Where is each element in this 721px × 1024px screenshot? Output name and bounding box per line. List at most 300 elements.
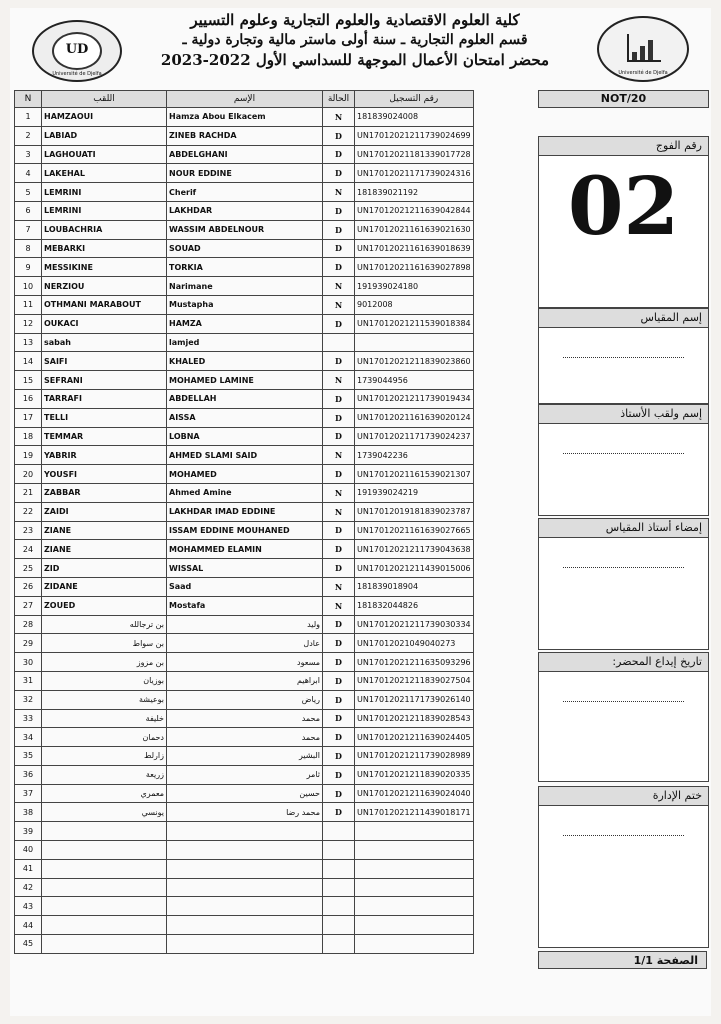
module-box bbox=[538, 308, 709, 404]
table-row bbox=[15, 183, 474, 202]
surname-cell bbox=[42, 859, 167, 878]
row-number: 6 bbox=[15, 201, 42, 220]
name-cell bbox=[167, 916, 323, 935]
row-number: 7 bbox=[15, 220, 42, 239]
name-cell bbox=[167, 841, 323, 860]
registration-cell bbox=[355, 935, 474, 954]
department-title: قسم العلوم التجارية ـ سنة أولى ماستر مالية وتجارة دولية ـ bbox=[182, 32, 528, 48]
status-cell: D bbox=[323, 164, 355, 183]
row-number: 27 bbox=[15, 596, 42, 615]
status-cell: D bbox=[323, 671, 355, 690]
row-number: 42 bbox=[15, 878, 42, 897]
status-cell: N bbox=[323, 596, 355, 615]
faculty-logo bbox=[597, 16, 689, 82]
teacher-dotted-line bbox=[563, 453, 684, 454]
registration-cell bbox=[355, 333, 474, 352]
name-cell: Mustapha bbox=[167, 295, 323, 314]
registration-cell: UN17012021211639024405 bbox=[355, 728, 474, 747]
registration-cell: UN17012021211439018171 bbox=[355, 803, 474, 822]
name-cell: Hamza Abou Elkacem bbox=[167, 108, 323, 127]
table-row bbox=[15, 389, 474, 408]
table-row bbox=[15, 878, 474, 897]
table-row bbox=[15, 596, 474, 615]
row-number: 31 bbox=[15, 671, 42, 690]
logo-emblem bbox=[52, 32, 102, 70]
table-row bbox=[15, 502, 474, 521]
registration-cell: UN17012021211739030334 bbox=[355, 615, 474, 634]
surname-cell: YABRIR bbox=[42, 446, 167, 465]
table-row bbox=[15, 239, 474, 258]
table-row bbox=[15, 859, 474, 878]
name-cell: NOUR EDDINE bbox=[167, 164, 323, 183]
column-header-name: الإسم bbox=[167, 91, 323, 108]
table-row bbox=[15, 108, 474, 127]
name-cell: حسين bbox=[167, 784, 323, 803]
table-row bbox=[15, 295, 474, 314]
surname-cell: LOUBACHRIA bbox=[42, 220, 167, 239]
registration-cell: UN17012021161639021630 bbox=[355, 220, 474, 239]
status-cell: D bbox=[323, 690, 355, 709]
status-cell: N bbox=[323, 295, 355, 314]
column-header-surname: اللقب bbox=[42, 91, 167, 108]
status-cell bbox=[323, 859, 355, 878]
surname-cell: بن سواط bbox=[42, 634, 167, 653]
surname-cell: زارلط bbox=[42, 747, 167, 766]
status-cell: N bbox=[323, 371, 355, 390]
name-cell: ABDELLAH bbox=[167, 389, 323, 408]
status-cell: D bbox=[323, 709, 355, 728]
table-row bbox=[15, 577, 474, 596]
registration-cell: 181839024008 bbox=[355, 108, 474, 127]
registration-cell: 181839021192 bbox=[355, 183, 474, 202]
name-cell bbox=[167, 822, 323, 841]
table-row bbox=[15, 709, 474, 728]
surname-cell: OTHMANI MARABOUT bbox=[42, 295, 167, 314]
table-row bbox=[15, 371, 474, 390]
registration-cell: 181832044826 bbox=[355, 596, 474, 615]
name-cell: SOUAD bbox=[167, 239, 323, 258]
table-row bbox=[15, 784, 474, 803]
name-cell: ZINEB RACHDA bbox=[167, 126, 323, 145]
row-number: 32 bbox=[15, 690, 42, 709]
status-cell bbox=[323, 822, 355, 841]
table-row bbox=[15, 559, 474, 578]
signature-box bbox=[538, 518, 709, 650]
signature-dotted-line bbox=[563, 567, 684, 568]
group-label: رقم الفوج bbox=[539, 137, 708, 156]
bar-chart-icon bbox=[627, 34, 661, 62]
row-number: 17 bbox=[15, 408, 42, 427]
name-cell: LAKHDAR IMAD EDDINE bbox=[167, 502, 323, 521]
row-number: 44 bbox=[15, 916, 42, 935]
header-titles bbox=[130, 10, 580, 70]
status-cell: D bbox=[323, 615, 355, 634]
status-cell: D bbox=[323, 765, 355, 784]
surname-cell: بوعيشة bbox=[42, 690, 167, 709]
row-number: 41 bbox=[15, 859, 42, 878]
registration-cell: UN17012021171739026140 bbox=[355, 690, 474, 709]
row-number: 9 bbox=[15, 258, 42, 277]
page-indicator: الصفحة 1/1 bbox=[538, 951, 707, 969]
name-cell: Saad bbox=[167, 577, 323, 596]
registration-cell: UN17012021171739024316 bbox=[355, 164, 474, 183]
surname-cell: ZIANE bbox=[42, 521, 167, 540]
module-label: إسم المقياس bbox=[539, 309, 708, 328]
row-number: 43 bbox=[15, 897, 42, 916]
table-row bbox=[15, 145, 474, 164]
faculty-title: كلية العلوم الاقتصادية والعلوم التجارية وعلوم التسيير bbox=[190, 11, 520, 29]
status-cell: N bbox=[323, 108, 355, 127]
name-cell: LAKHDAR bbox=[167, 201, 323, 220]
registration-cell: UN17012021161639020124 bbox=[355, 408, 474, 427]
table-row bbox=[15, 822, 474, 841]
row-number: 14 bbox=[15, 352, 42, 371]
row-number: 26 bbox=[15, 577, 42, 596]
logo-bar bbox=[640, 46, 645, 60]
surname-cell: معمري bbox=[42, 784, 167, 803]
column-header-status: الحالة bbox=[323, 91, 355, 108]
registration-cell: UN17012021211739024699 bbox=[355, 126, 474, 145]
surname-cell: زريعة bbox=[42, 765, 167, 784]
status-cell: N bbox=[323, 577, 355, 596]
table-row bbox=[15, 671, 474, 690]
signature-label: إمضاء أستاذ المقياس bbox=[539, 519, 708, 538]
status-cell bbox=[323, 333, 355, 352]
name-cell: Mostafa bbox=[167, 596, 323, 615]
registration-cell: UN17012019181839023787 bbox=[355, 502, 474, 521]
status-cell: D bbox=[323, 239, 355, 258]
name-cell: ثامر bbox=[167, 765, 323, 784]
table-row bbox=[15, 728, 474, 747]
registration-cell: 191939024219 bbox=[355, 483, 474, 502]
surname-cell bbox=[42, 878, 167, 897]
surname-cell: ZAIDI bbox=[42, 502, 167, 521]
registration-cell: UN17012021211635093296 bbox=[355, 653, 474, 672]
surname-cell: LABIAD bbox=[42, 126, 167, 145]
table-row bbox=[15, 201, 474, 220]
row-number: 11 bbox=[15, 295, 42, 314]
table-row bbox=[15, 446, 474, 465]
module-dotted-line bbox=[563, 357, 684, 358]
surname-cell: دحمان bbox=[42, 728, 167, 747]
teacher-box bbox=[538, 404, 709, 516]
status-cell: D bbox=[323, 220, 355, 239]
status-cell: D bbox=[323, 465, 355, 484]
name-cell: ISSAM EDDINE MOUHANED bbox=[167, 521, 323, 540]
name-cell: ابراهيم bbox=[167, 671, 323, 690]
registration-cell: UN17012021211839028543 bbox=[355, 709, 474, 728]
deposit-dotted-line bbox=[563, 701, 684, 702]
registration-cell: UN17012021211739019434 bbox=[355, 389, 474, 408]
table-row bbox=[15, 314, 474, 333]
status-cell bbox=[323, 841, 355, 860]
surname-cell bbox=[42, 822, 167, 841]
row-number: 33 bbox=[15, 709, 42, 728]
table-row bbox=[15, 333, 474, 352]
registration-cell: 191939024180 bbox=[355, 277, 474, 296]
status-cell: D bbox=[323, 784, 355, 803]
row-number: 16 bbox=[15, 389, 42, 408]
table-row bbox=[15, 352, 474, 371]
status-cell: D bbox=[323, 352, 355, 371]
row-number: 21 bbox=[15, 483, 42, 502]
row-number: 38 bbox=[15, 803, 42, 822]
table-header-row bbox=[15, 91, 474, 108]
surname-cell: ZOUED bbox=[42, 596, 167, 615]
row-number: 3 bbox=[15, 145, 42, 164]
registration-cell: UN17012021161639027898 bbox=[355, 258, 474, 277]
status-cell: D bbox=[323, 559, 355, 578]
name-cell: Cherif bbox=[167, 183, 323, 202]
table-row bbox=[15, 634, 474, 653]
name-cell bbox=[167, 878, 323, 897]
surname-cell: NERZIOU bbox=[42, 277, 167, 296]
name-cell: محمد رضا bbox=[167, 803, 323, 822]
admin-stamp-label: ختم الإدارة bbox=[539, 787, 708, 806]
table-row bbox=[15, 765, 474, 784]
name-cell: WISSAL bbox=[167, 559, 323, 578]
registration-cell: 1739044956 bbox=[355, 371, 474, 390]
status-cell: D bbox=[323, 389, 355, 408]
attendance-sheet bbox=[10, 8, 711, 1016]
table-row bbox=[15, 277, 474, 296]
row-number: 23 bbox=[15, 521, 42, 540]
registration-cell: UN17012021211539018384 bbox=[355, 314, 474, 333]
table-row bbox=[15, 897, 474, 916]
registration-cell bbox=[355, 878, 474, 897]
name-cell: LOBNA bbox=[167, 427, 323, 446]
surname-cell: ZIANE bbox=[42, 540, 167, 559]
table-row bbox=[15, 841, 474, 860]
name-cell: KHALED bbox=[167, 352, 323, 371]
logo-caption: Université de Djelfa bbox=[52, 71, 102, 77]
grade-column-header: NOT/20 bbox=[538, 90, 709, 108]
university-logo bbox=[32, 20, 122, 82]
surname-cell: LEMRINI bbox=[42, 183, 167, 202]
name-cell: محمد bbox=[167, 728, 323, 747]
status-cell: N bbox=[323, 502, 355, 521]
registration-cell bbox=[355, 916, 474, 935]
name-cell: HAMZA bbox=[167, 314, 323, 333]
surname-cell: OUKACI bbox=[42, 314, 167, 333]
surname-cell bbox=[42, 935, 167, 954]
surname-cell: TELLI bbox=[42, 408, 167, 427]
registration-cell: UN17012021181339017728 bbox=[355, 145, 474, 164]
logo-monogram: UD bbox=[65, 42, 89, 57]
stamp-dotted-line bbox=[563, 835, 684, 836]
name-cell: وليد bbox=[167, 615, 323, 634]
name-cell: MOHAMED LAMINE bbox=[167, 371, 323, 390]
row-number: 19 bbox=[15, 446, 42, 465]
name-cell: TORKIA bbox=[167, 258, 323, 277]
row-number: 45 bbox=[15, 935, 42, 954]
admin-stamp-box bbox=[538, 786, 709, 948]
registration-cell: UN17012021211739043638 bbox=[355, 540, 474, 559]
surname-cell: MEBARKI bbox=[42, 239, 167, 258]
surname-cell: MESSIKINE bbox=[42, 258, 167, 277]
registration-cell: UN17012021049040273 bbox=[355, 634, 474, 653]
surname-cell: SEFRANI bbox=[42, 371, 167, 390]
name-cell: Ahmed Amine bbox=[167, 483, 323, 502]
surname-cell: LEMRINI bbox=[42, 201, 167, 220]
table-row bbox=[15, 615, 474, 634]
row-number: 1 bbox=[15, 108, 42, 127]
name-cell bbox=[167, 897, 323, 916]
surname-cell: HAMZAOUI bbox=[42, 108, 167, 127]
status-cell bbox=[323, 878, 355, 897]
teacher-label: إسم ولقب الأستاذ bbox=[539, 405, 708, 424]
registration-cell: UN17012021211839027504 bbox=[355, 671, 474, 690]
status-cell: N bbox=[323, 483, 355, 502]
row-number: 2 bbox=[15, 126, 42, 145]
status-cell: N bbox=[323, 183, 355, 202]
status-cell: D bbox=[323, 653, 355, 672]
row-number: 28 bbox=[15, 615, 42, 634]
logo-bar bbox=[648, 40, 653, 60]
surname-cell: بن ترجالله bbox=[42, 615, 167, 634]
group-number: 02 bbox=[567, 159, 680, 253]
row-number: 36 bbox=[15, 765, 42, 784]
table-row bbox=[15, 747, 474, 766]
table-row bbox=[15, 483, 474, 502]
document-header bbox=[10, 8, 711, 92]
registration-cell: UN17012021211639024040 bbox=[355, 784, 474, 803]
name-cell: ABDELGHANI bbox=[167, 145, 323, 164]
registration-cell: UN17012021211839023860 bbox=[355, 352, 474, 371]
name-cell: MOHAMED bbox=[167, 465, 323, 484]
row-number: 35 bbox=[15, 747, 42, 766]
row-number: 12 bbox=[15, 314, 42, 333]
name-cell bbox=[167, 859, 323, 878]
surname-cell: بوزيان bbox=[42, 671, 167, 690]
status-cell: D bbox=[323, 201, 355, 220]
registration-cell: 1739042236 bbox=[355, 446, 474, 465]
row-number: 34 bbox=[15, 728, 42, 747]
column-header-number: N bbox=[15, 91, 42, 108]
row-number: 18 bbox=[15, 427, 42, 446]
column-header-registration: رقم التسجيل bbox=[355, 91, 474, 108]
registration-cell bbox=[355, 841, 474, 860]
table-row bbox=[15, 540, 474, 559]
table-row bbox=[15, 916, 474, 935]
name-cell: مسعود bbox=[167, 653, 323, 672]
row-number: 29 bbox=[15, 634, 42, 653]
surname-cell bbox=[42, 916, 167, 935]
registration-cell: UN17012021161639027665 bbox=[355, 521, 474, 540]
registration-cell: UN17012021161539021307 bbox=[355, 465, 474, 484]
deposit-date-box bbox=[538, 652, 709, 782]
row-number: 5 bbox=[15, 183, 42, 202]
logo-bar bbox=[632, 52, 637, 60]
surname-cell: LAKEHAL bbox=[42, 164, 167, 183]
surname-cell: TARRAFI bbox=[42, 389, 167, 408]
students-table bbox=[14, 90, 474, 954]
name-cell: البشير bbox=[167, 747, 323, 766]
table-row bbox=[15, 935, 474, 954]
name-cell: AISSA bbox=[167, 408, 323, 427]
row-number: 24 bbox=[15, 540, 42, 559]
surname-cell bbox=[42, 841, 167, 860]
deposit-date-label: تاريخ إيداع المحضر: bbox=[539, 653, 708, 672]
row-number: 10 bbox=[15, 277, 42, 296]
status-cell: D bbox=[323, 521, 355, 540]
registration-cell bbox=[355, 897, 474, 916]
table-row bbox=[15, 427, 474, 446]
exam-title: محضر امتحان الأعمال الموجهة للسداسي الأول 2022-2023 bbox=[160, 51, 550, 69]
surname-cell bbox=[42, 897, 167, 916]
row-number: 13 bbox=[15, 333, 42, 352]
status-cell: D bbox=[323, 258, 355, 277]
registration-cell: UN17012021211739028989 bbox=[355, 747, 474, 766]
registration-cell: 9012008 bbox=[355, 295, 474, 314]
table-row bbox=[15, 220, 474, 239]
row-number: 40 bbox=[15, 841, 42, 860]
registration-cell: UN17012021171739024237 bbox=[355, 427, 474, 446]
status-cell: N bbox=[323, 277, 355, 296]
row-number: 25 bbox=[15, 559, 42, 578]
surname-cell: بن مزوز bbox=[42, 653, 167, 672]
registration-cell bbox=[355, 859, 474, 878]
status-cell: D bbox=[323, 540, 355, 559]
status-cell: D bbox=[323, 728, 355, 747]
surname-cell: TEMMAR bbox=[42, 427, 167, 446]
row-number: 20 bbox=[15, 465, 42, 484]
table-row bbox=[15, 521, 474, 540]
surname-cell: ZIDANE bbox=[42, 577, 167, 596]
table-row bbox=[15, 408, 474, 427]
surname-cell: YOUSFI bbox=[42, 465, 167, 484]
side-panel bbox=[538, 92, 707, 986]
status-cell: D bbox=[323, 126, 355, 145]
surname-cell: LAGHOUATI bbox=[42, 145, 167, 164]
status-cell bbox=[323, 897, 355, 916]
registration-cell bbox=[355, 822, 474, 841]
registration-cell: UN17012021211439015006 bbox=[355, 559, 474, 578]
table-row bbox=[15, 126, 474, 145]
status-cell: D bbox=[323, 427, 355, 446]
table-row bbox=[15, 164, 474, 183]
row-number: 30 bbox=[15, 653, 42, 672]
status-cell: D bbox=[323, 145, 355, 164]
row-number: 39 bbox=[15, 822, 42, 841]
row-number: 22 bbox=[15, 502, 42, 521]
table-row bbox=[15, 465, 474, 484]
status-cell: D bbox=[323, 803, 355, 822]
name-cell: محمد bbox=[167, 709, 323, 728]
registration-cell: UN17012021211639042844 bbox=[355, 201, 474, 220]
surname-cell: ZABBAR bbox=[42, 483, 167, 502]
row-number: 37 bbox=[15, 784, 42, 803]
status-cell: D bbox=[323, 634, 355, 653]
status-cell: D bbox=[323, 314, 355, 333]
table-row bbox=[15, 653, 474, 672]
logo-caption: Université de Djelfa bbox=[618, 70, 668, 76]
registration-cell: 181839018904 bbox=[355, 577, 474, 596]
status-cell bbox=[323, 916, 355, 935]
surname-cell: خليفة bbox=[42, 709, 167, 728]
surname-cell: SAIFI bbox=[42, 352, 167, 371]
name-cell: رياض bbox=[167, 690, 323, 709]
name-cell: AHMED SLAMI SAID bbox=[167, 446, 323, 465]
status-cell: N bbox=[323, 446, 355, 465]
name-cell: Narimane bbox=[167, 277, 323, 296]
table-row bbox=[15, 803, 474, 822]
name-cell bbox=[167, 935, 323, 954]
group-box bbox=[538, 136, 709, 308]
surname-cell: sabah bbox=[42, 333, 167, 352]
surname-cell: ZID bbox=[42, 559, 167, 578]
registration-cell: UN17012021161639018639 bbox=[355, 239, 474, 258]
